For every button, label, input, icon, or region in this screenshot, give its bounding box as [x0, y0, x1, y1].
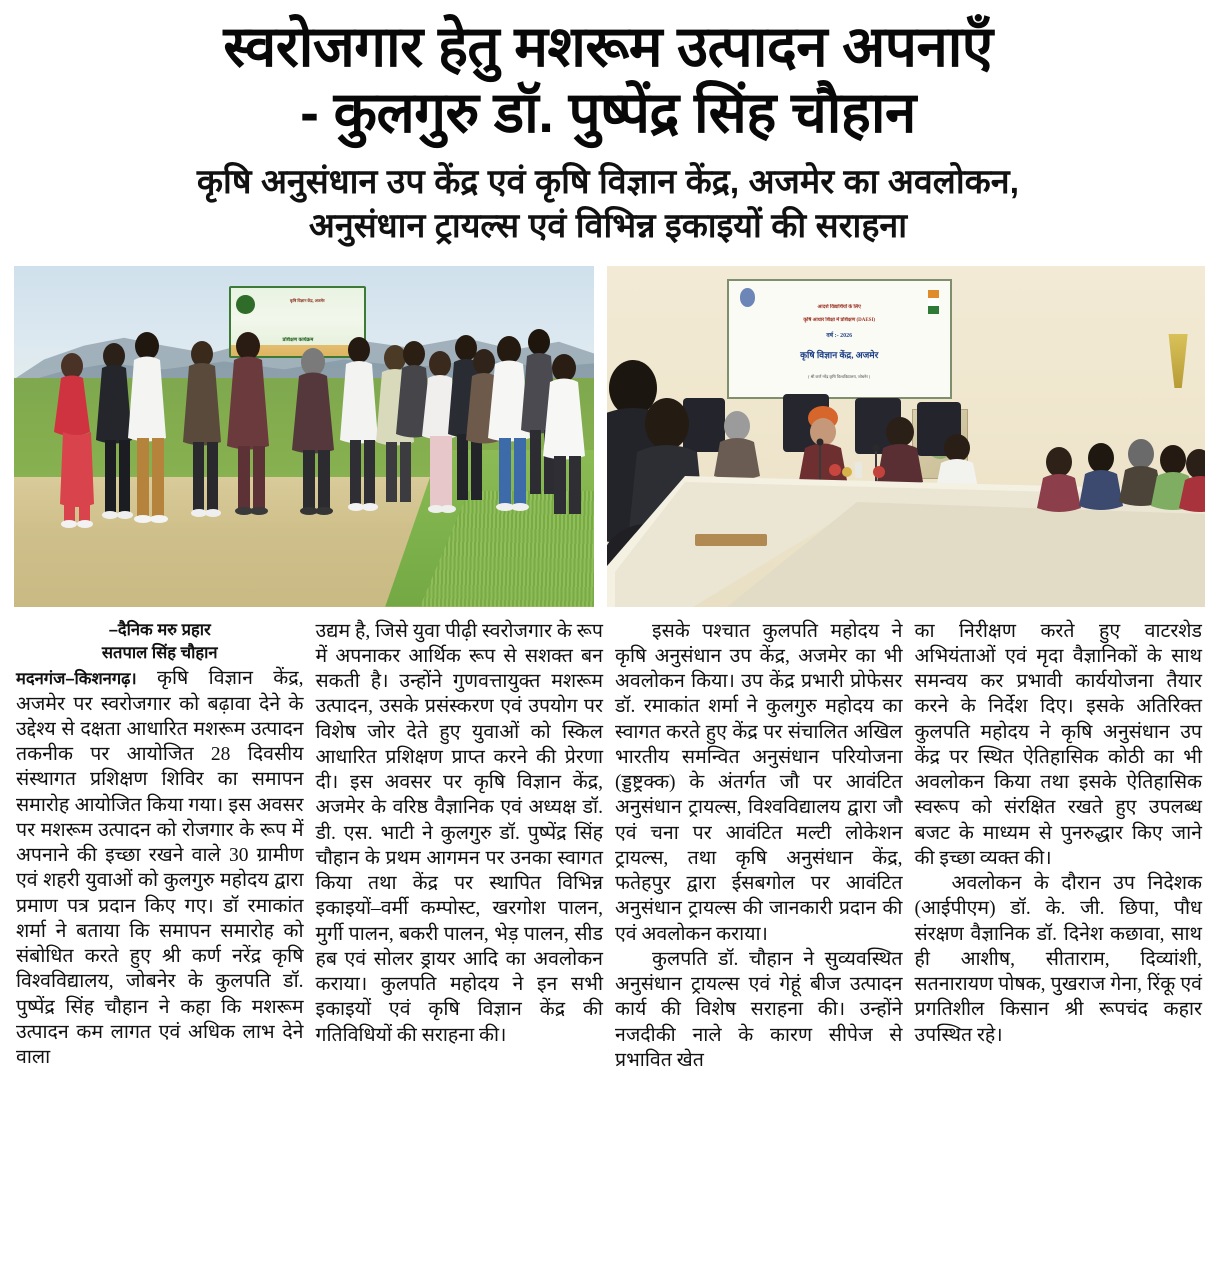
byline-reporter: सतपाल सिंह चौहान	[101, 644, 218, 663]
audience-right	[1037, 439, 1205, 512]
article-body	[0, 607, 1216, 1074]
name-plate	[695, 534, 767, 546]
people-group-field	[14, 266, 594, 607]
flower-decoration	[873, 466, 885, 478]
page-title	[24, 14, 1192, 146]
subheadline-line-1: कृषि अनुसंधान उप केंद्र एवं कृषि विज्ञान केंद्र, अजमेर का अवलोकन,	[196, 163, 1020, 202]
dateline: मदनगंज–किशनगढ़।	[16, 670, 137, 689]
water-bottle	[855, 462, 862, 478]
photo-conference-hall	[607, 266, 1205, 607]
person-figure	[183, 341, 221, 517]
person-figure	[292, 348, 334, 515]
chair-back	[683, 398, 725, 452]
article-column-1	[16, 619, 304, 1074]
article-column-4	[915, 619, 1203, 1074]
banner-line-4: कृषि विज्ञान केंद्र, अजमेर	[800, 350, 879, 361]
banner-line-1: आदर्श विद्यार्थियों के लिए	[817, 305, 861, 311]
subheadline-line-2: अनुसंधान ट्रायल्स एवं विभिन्न इकाइयों की सराहना	[308, 207, 908, 246]
subheadline	[18, 160, 1198, 248]
column-2-paragraph-1: उद्यम है, जिसे युवा पीढ़ी स्वरोजगार के रूप में अपनाकर आर्थिक रूप से सशक्त बन सकती है। उन्होंने गुणवत्तायुक्त मशरूम उत्पादन, उसके प्रसंस्करण एवं उपयोग पर विशेष जोर देते हुए युवाओं को स्किल आधारित प्रशिक्षण प्राप्त करने की प्रेरणा दी। इस अवसर पर कृषि विज्ञान केंद्र, अजमेर के वरिष्ठ वैज्ञानिक एवं अध्यक्ष डॉ. डी. एस. भाटी ने कुलगुरु डॉ. पुष्पेंद्र सिंह चौहान के प्रथम आगमन पर उनका स्वागत किया तथा केंद्र पर स्थापित विभिन्न इकाइयों–वर्मी कम्पोस्ट, खरगोश पालन, मुर्गी पालन, बकरी पालन, भेड़ पालन, सीड हब एवं सोलर ड्रायर आदि का अवलोकन कराया। कुलपति महोदय ने इन सभी इकाइयों एवं कृषि विज्ञान केंद्र की गतिविधियों की सराहना की।	[315, 620, 603, 1046]
person-figure	[128, 332, 168, 523]
headline-line-1: स्वरोजगार हेतु मशरूम उत्पादन अपनाएँ	[223, 15, 993, 79]
headline-block	[0, 0, 1216, 249]
banner-line-5: ( श्री कर्ण नरेंद्र कृषि विश्वविद्यालय, जोबनेर )	[808, 373, 871, 379]
article-column-3	[615, 619, 903, 1074]
photo-row	[0, 266, 1216, 607]
column-3-paragraph-2: कुलपति डॉ. चौहान ने सुव्यवस्थित अनुसंधान ट्रायल्स एवं गेहूं बीज उत्पादन कार्य की विशेष सराहना की। उन्होंने नजदीकी नाले के कारण सीपेज से प्रभावित खेत	[615, 948, 903, 1071]
column-1-text: कृषि विज्ञान केंद्र, अजमेर पर स्वरोजगार को बढ़ावा देने के उद्देश्य से दक्षता आधारित मशरूम उत्पादन तकनीक पर आयोजित 28 दिवसीय संस्थागत प्रशिक्षण शिविर का समापन समारोह आयोजित किया गया। इस अवसर पर मशरूम उत्पादन को रोजगार के रूप में अपनाने की इच्छा रखने वाले 30 ग्रामीण एवं शहरी युवाओं को कुलगुरु महोदय द्वारा प्रमाण पत्र प्रदान किए गए। डॉ रमाकांत शर्मा ने बताया कि समापन समारोह को संबोधित करते हुए श्री कर्ण नरेंद्र कृषि विश्वविद्यालय, जोबनेर के कुलपति डॉ. पुष्पेंद्र सिंह चौहान ने कहा कि मशरूम उत्पादन कम लागत एवं अधिक लाभ देने वाला	[16, 668, 304, 1069]
person-figure	[96, 343, 133, 519]
field-banner-line-1: कृषि विज्ञान केंद्र, अजमेर	[289, 297, 325, 303]
banner-line-3: वर्ष :- 2026	[826, 333, 853, 340]
article-column-2	[316, 619, 604, 1074]
flower-decoration	[842, 467, 852, 477]
headline-line-2: - कुलगुरु डॉ. पुष्पेंद्र सिंह चौहान	[300, 81, 916, 146]
byline-source: –दैनिक मरु प्रहार	[108, 620, 211, 639]
column-4-paragraph-2: अवलोकन के दौरान उप निदेशक (आईपीएम) डॉ. के. जी. छिपा, पौध संरक्षण वैज्ञानिक डॉ. दिनेश कछावा, साथ ही आशीष, सीताराम, दिव्यांशी, सतनारायण पोषक, पुखराज गेना, रिंकू एवं प्रगतिशील किसान श्री रूपचंद कहार उपस्थित रहे।	[914, 873, 1202, 1046]
column-1-paragraph-1	[16, 666, 304, 1070]
flower-decoration	[829, 464, 841, 476]
column-3-paragraph-1: इसके पश्चात कुलपति महोदय ने कृषि अनुसंधान उप केंद्र, अजमेर का भी अवलोकन किया। उप केंद्र प्रभारी प्रोफेसर डॉ. रमाकांत शर्मा ने कुलगुरु महोदय का स्वागत करते हुए केंद्र पर संचालित अखिल भारतीय समन्वित अनुसंधान परियोजना (ड्डष्ट्रक्क) के अंतर्गत जौ पर आवंटित अनुसंधान ट्रायल्स, विश्वविद्यालय द्वारा जौ एवं चना पर आवंटित मल्टी लोकेशन ट्रायल्स, तथा कृषि अनुसंधान केंद्र, फतेहपुर द्वारा ईसबगोल पर आवंटित अनुसंधान ट्रायल्स की जानकारी प्रदान की एवं अवलोकन कराया।	[615, 620, 903, 945]
hall-people-and-furniture	[607, 266, 1205, 607]
person-figure	[340, 337, 378, 511]
column-4-paragraph-1: का निरीक्षण करते हुए वाटरशेड अभियंताओं एवं मृदा वैज्ञानिकों के साथ समन्वय कर प्रभावी कार्ययोजना तैयार करने के निर्देश दिए। इसके अतिरिक्त कुलपति महोदय ने कृषि अनुसंधान उप केंद्र पर स्थित ऐतिहासिक कोठी का भी अवलोकन किया तथा इसके ऐतिहासिक स्वरूप को संरक्षित रखते हुए उपलब्ध बजट के माध्यम से पुनरुद्धार किए जाने की इच्छा व्यक्त की।	[914, 620, 1202, 869]
photo-field-group	[14, 266, 594, 607]
person-figure	[227, 332, 269, 515]
byline	[16, 619, 304, 666]
person-figure	[54, 353, 94, 528]
banner-line-2: कृषि आधार शिक्षा में प्रशिक्षण (DAESI)	[803, 318, 876, 324]
field-banner-line-2: प्रशिक्षण कार्यक्रम	[282, 337, 314, 343]
